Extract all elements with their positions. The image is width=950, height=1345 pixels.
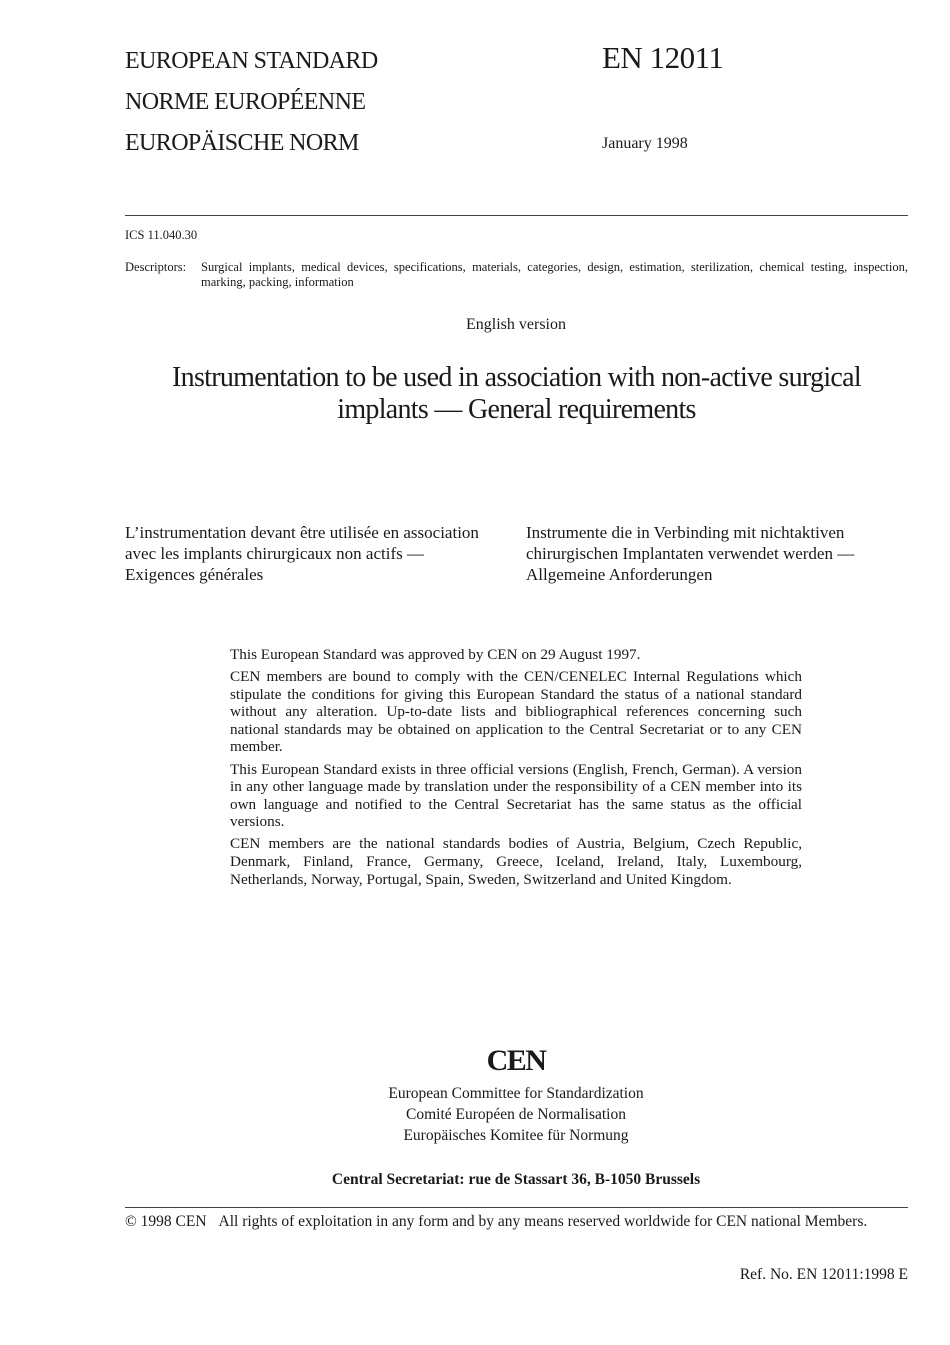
title-french-translation — [125, 522, 515, 585]
central-secretariat-address: Central Secretariat: rue de Stassart 36, B-1050 Brussels — [331, 1171, 701, 1188]
descriptors-list: Surgical implants, medical devices, specifications, materials, categories, design, estimation, sterilization, chemical testing, inspection, marking, packing, information — [201, 260, 908, 289]
copyright-notice — [125, 1213, 908, 1231]
cen-name-german: Europäisches Komitee für Normung — [403, 1127, 629, 1144]
version-label: English version — [466, 316, 566, 333]
title-german-line-2: chirurgischen Implantaten verwendet werden — — [526, 544, 855, 563]
header-divider — [125, 215, 908, 216]
members-paragraph: CEN members are the national standards bodies of Austria, Belgium, Czech Republic, Denmark, Finland, France, Germany, Greece, Iceland, Ireland, Italy, Luxembourg, Netherlands, Norway, Portugal, Spain, Sweden, Switzerland and United Kingdom. — [230, 835, 802, 888]
title-german-line-3: Allgemeine Anforderungen — [526, 565, 713, 584]
approval-notice — [230, 646, 802, 893]
descriptors-label: Descriptors: — [125, 260, 187, 274]
title-german-line-1: Instrumente die in Verbinding mit nichtaktiven — [526, 523, 845, 542]
document-title-line-1: Instrumentation to be used in association with non-active surgical — [172, 362, 861, 393]
reference-number: Ref. No. EN 12011:1998 E — [739, 1266, 908, 1283]
approval-paragraph: This European Standard was approved by CEN on 29 August 1997. — [230, 646, 641, 663]
footer-divider — [125, 1207, 908, 1208]
copyright-year: © 1998 CEN — [125, 1213, 207, 1230]
title-english: EUROPEAN STANDARD — [125, 48, 378, 74]
title-german-translation — [526, 522, 908, 585]
document-title-line-2: implants — General requirements — [337, 394, 696, 425]
title-french-line-2: avec les implants chirurgicaux non actifs — — [125, 544, 424, 563]
title-german: EUROPÄISCHE NORM — [125, 130, 359, 156]
title-french-line-1: L’instrumentation devant être utilisée en association — [125, 523, 479, 542]
title-french-line-3: Exigences générales — [125, 565, 264, 584]
title-french: NORME EUROPÉENNE — [125, 89, 366, 115]
cen-name-french: Comité Européen de Normalisation — [406, 1106, 626, 1123]
ics-code: ICS 11.040.30 — [125, 228, 198, 242]
cen-name-english: European Committee for Standardization — [388, 1085, 644, 1102]
rights-statement: All rights of exploitation in any form and by any means reserved worldwide for CEN national Members. — [218, 1213, 868, 1230]
publication-date: January 1998 — [602, 135, 688, 152]
document-title — [125, 362, 908, 426]
cen-names — [0, 1083, 950, 1146]
cen-logo: CEN — [486, 1044, 546, 1077]
versions-paragraph: This European Standard exists in three official versions (English, French, German). A version in any other language made by translation under the responsibility of a CEN member into its own language and notified to the Central Secretariat has the same status as the official versions. — [230, 760, 802, 831]
compliance-paragraph: CEN members are bound to comply with the CEN/CENELEC Internal Regulations which stipulate the conditions for giving this European Standard the status of a national standard without any alteration. Up-to-date lists and bibliographical references concerning such national standards may be obtained on application to the Central Secretariat or to any CEN member. — [230, 668, 802, 756]
standard-number: EN 12011 — [602, 40, 724, 75]
